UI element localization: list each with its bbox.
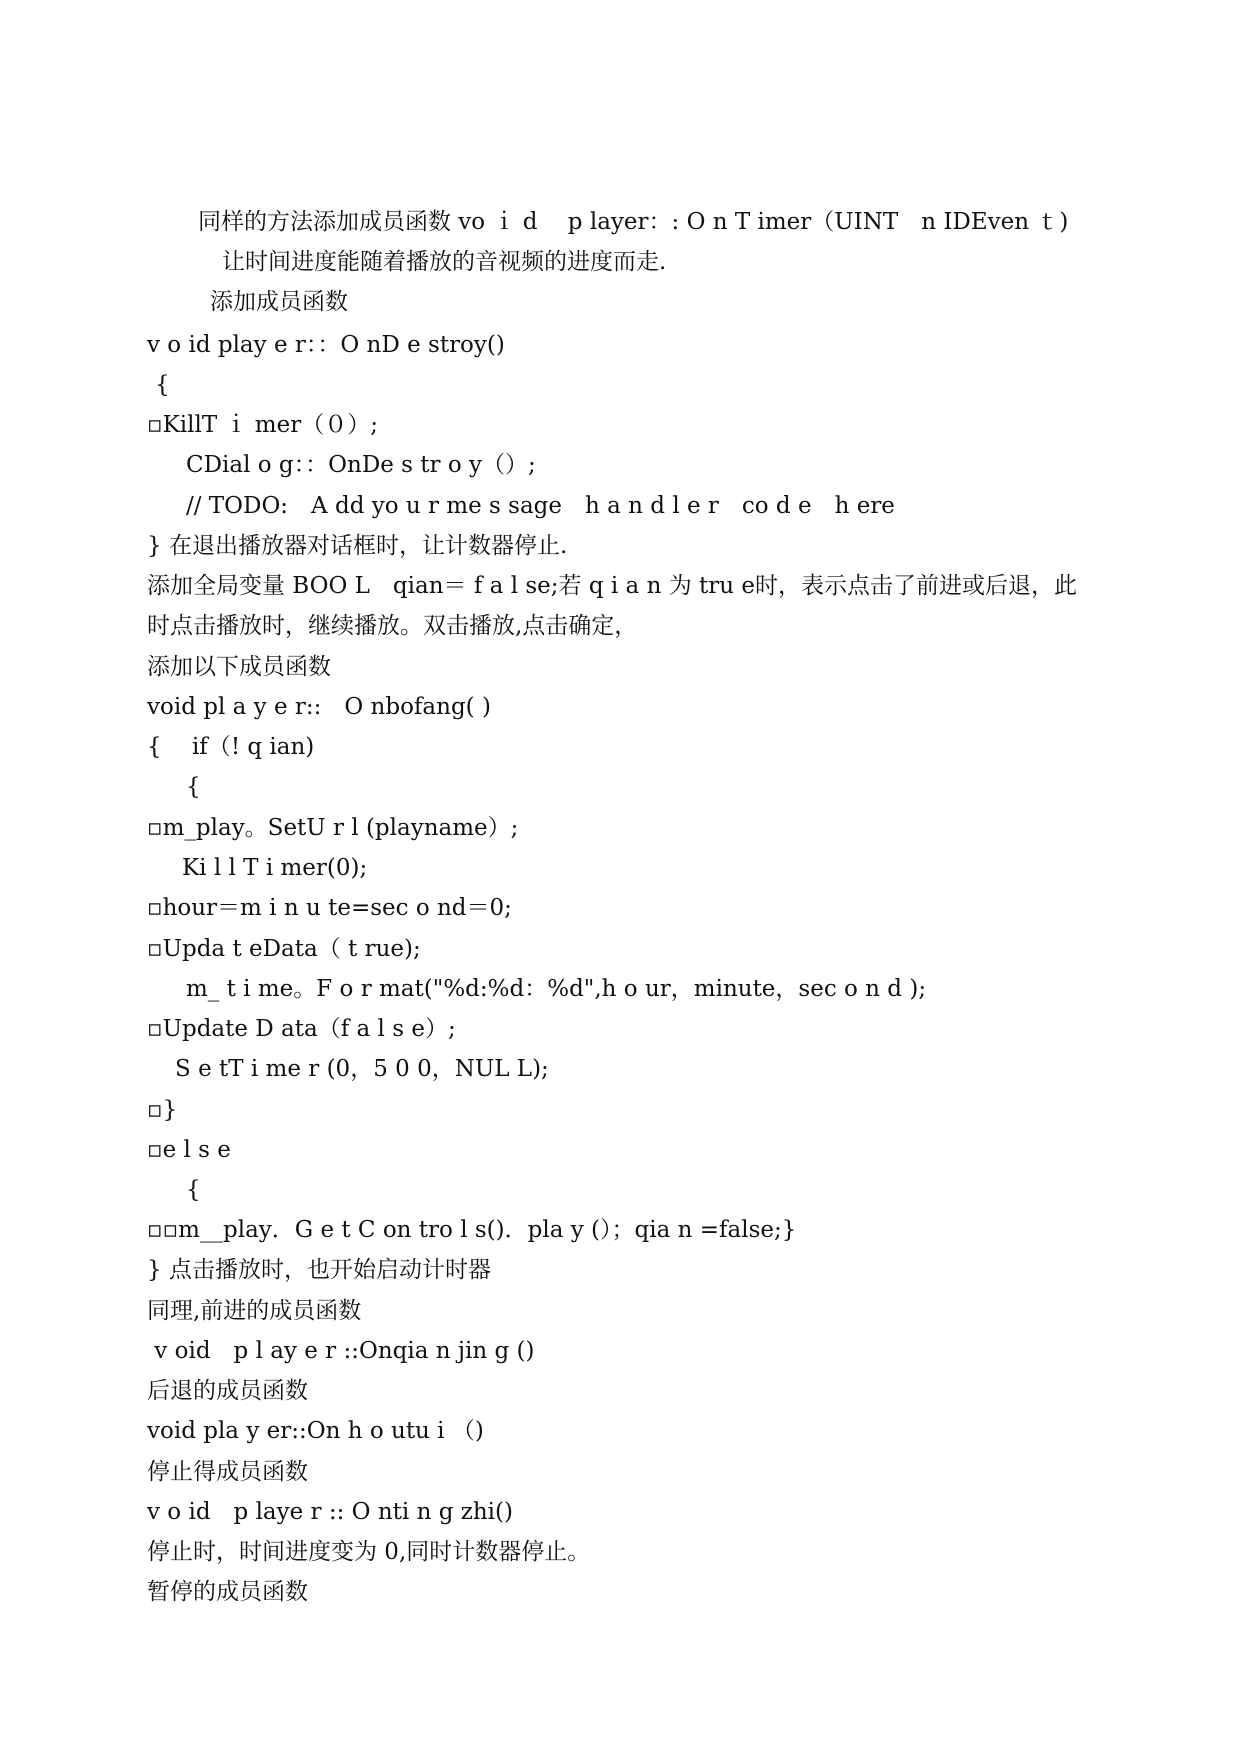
code-line-4: CDial o g：：OnDe s tr o y（）; <box>186 452 536 478</box>
text-line-13: 暂停的成员函数 <box>147 1579 308 1605</box>
code-line-22: v o id p laye r :: O nti n g zhi() <box>147 1499 513 1525</box>
code-line-14: ▫Update D ata（f a l s e）; <box>147 1016 456 1042</box>
code-line-9: ▫m_play。SetU r l (playname）; <box>147 815 519 841</box>
code-line-19: ▫▫m__play．G e t C on tro l s()．pla y (）；qia n =false;} <box>147 1217 797 1243</box>
code-line-18: { <box>186 1177 201 1203</box>
text-line-12: 停止时，时间进度变为 0,同时计数器停止。 <box>147 1539 591 1565</box>
code-line-8: { <box>186 774 201 800</box>
text-line-4: } 在退出播放器对话框时，让计数器停止. <box>147 533 568 559</box>
text-line-2: 让时间进度能随着播放的音视频的进度而走. <box>222 249 667 275</box>
code-line-11: ▫hour＝m i n u te=sec o nd＝0; <box>147 895 512 921</box>
text-line-10: 后退的成员函数 <box>147 1378 308 1404</box>
code-line-6: void pl a y e r:: O nbofang( ) <box>147 694 491 720</box>
code-line-10: Ki l l T i mer(0); <box>182 855 368 881</box>
code-line-5: // TODO: A dd yo u r me s sage h a n d l e r co d e h ere <box>186 493 895 519</box>
code-line-7: { if（! q ian) <box>147 734 315 760</box>
code-line-12: ▫Upda t eData（ t rue); <box>147 936 421 962</box>
text-line-8: } 点击播放时，也开始启动计时器 <box>147 1257 491 1283</box>
text-line-7: 添加以下成员函数 <box>147 654 331 680</box>
text-line-3: 添加成员函数 <box>210 289 348 315</box>
text-line-11: 停止得成员函数 <box>147 1459 308 1485</box>
text-line-9: 同理,前进的成员函数 <box>147 1298 362 1324</box>
code-line-13: m_ t i me。F o r mat("%d:%d：%d",h o ur，minute，sec o n d ); <box>186 976 927 1002</box>
code-line-21: void pla y er::On h o utu i （) <box>147 1418 484 1444</box>
code-line-3: ▫KillT ｉ mer（０）; <box>147 412 378 438</box>
code-line-16: ▫} <box>147 1097 178 1123</box>
text-line-1: 同样的方法添加成员函数 vo ｉ d p layer：: O n T imer（UINT n IDEven ｔ) <box>198 209 1069 235</box>
code-line-2: { <box>155 372 170 398</box>
code-line-20: v oid p l ay e r ::Onqia n jin g () <box>147 1338 535 1364</box>
text-line-5: 添加全局变量 BOO L qian＝ f a l se;若 q i a n 为 tru e时，表示点击了前进或后退，此 <box>147 573 1077 599</box>
text-line-6: 时点击播放时，继续播放。双击播放,点击确定， <box>147 613 638 639</box>
code-line-15: S e tT i me r (0，5 0 0，NUL L); <box>175 1056 549 1082</box>
code-line-17: ▫e l s e <box>147 1137 231 1163</box>
code-line-1: v o id play e r：：O nD e stroy() <box>147 332 505 358</box>
